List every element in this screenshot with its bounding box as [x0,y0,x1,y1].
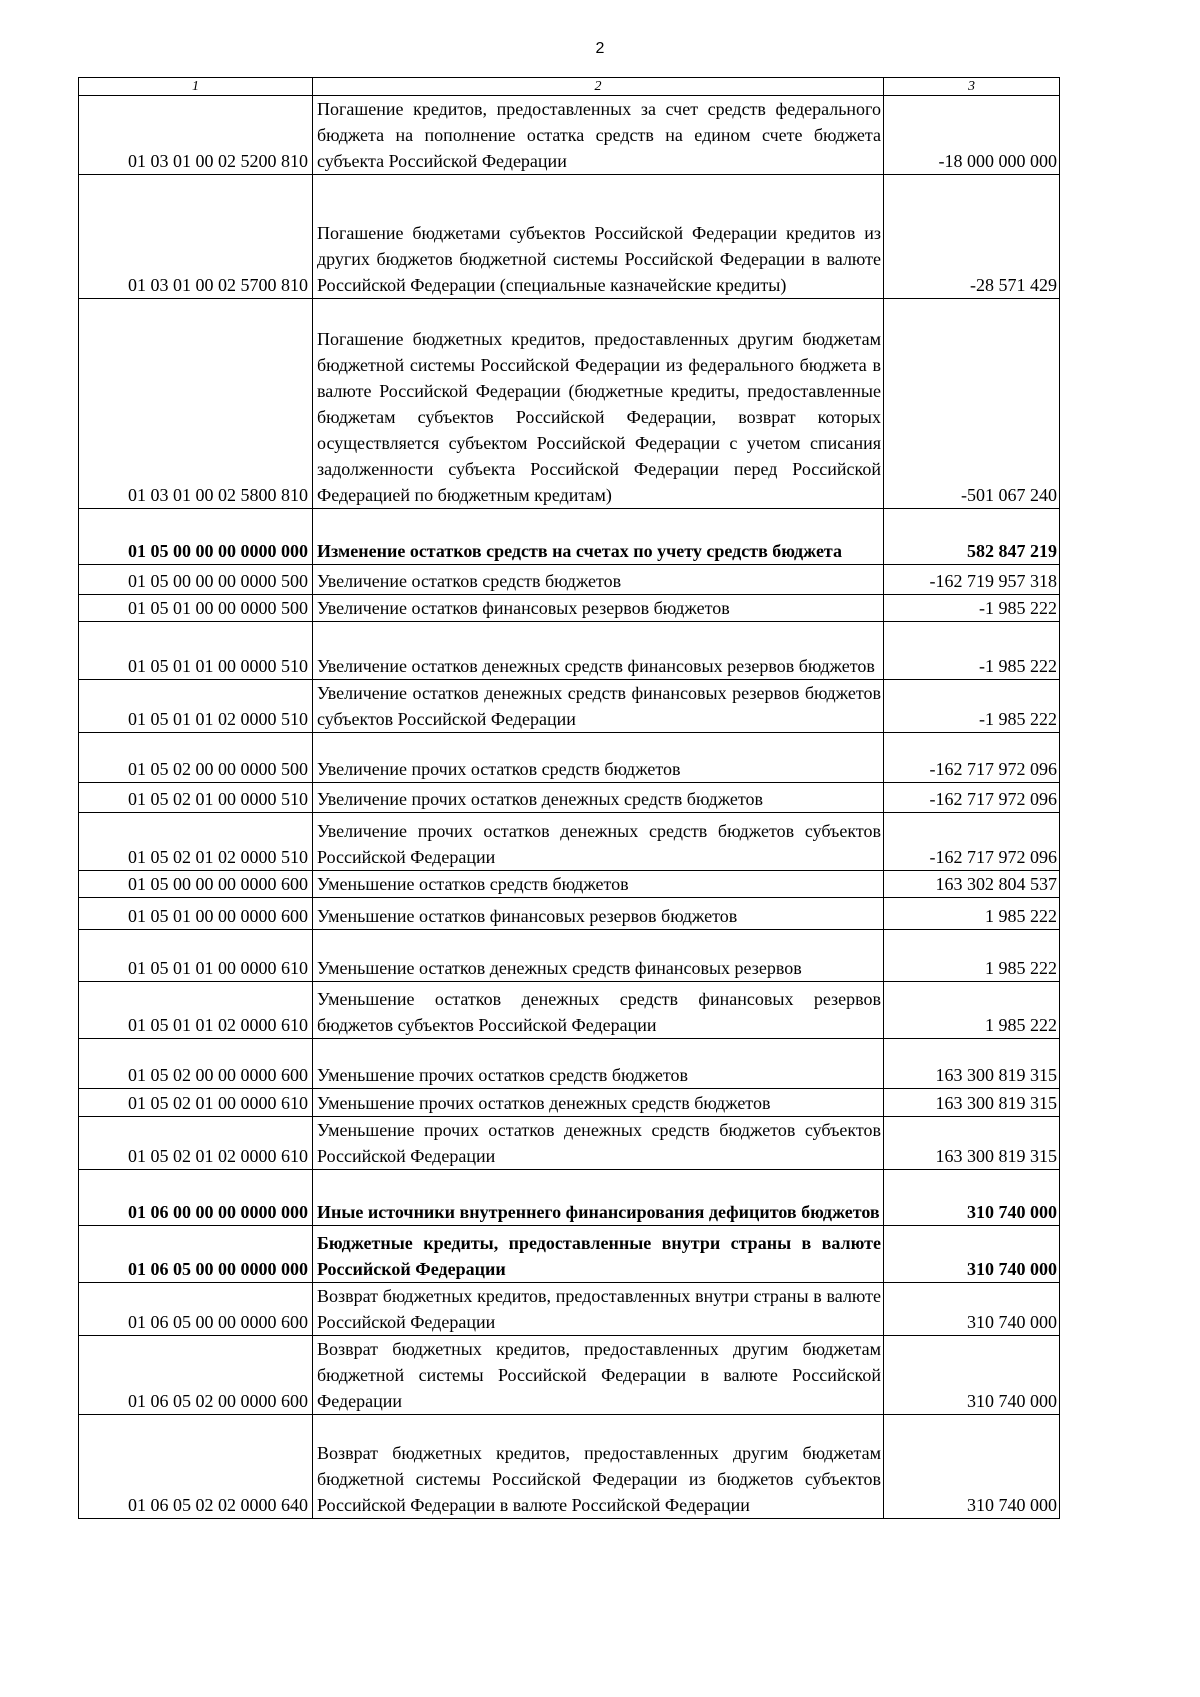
budget-code-cell: 01 05 00 00 00 0000 500 [79,565,313,595]
budget-code-cell: 01 05 02 01 02 0000 610 [79,1117,313,1170]
amount-cell: -162 719 957 318 [884,565,1060,595]
table-header-row [79,78,1060,96]
amount-cell: -1 985 222 [884,680,1060,733]
budget-code-cell: 01 03 01 00 02 5700 810 [79,175,313,299]
table-row [79,1283,1060,1336]
amount-cell: -1 985 222 [884,622,1060,680]
table-row [79,622,1060,680]
description-cell: Уменьшение остатков финансовых резервов бюджетов [313,898,884,930]
description-cell: Погашение бюджетных кредитов, предоставленных другим бюджетам бюджетной системы Российской Федерации из федерального бюджета в валюте Российской Федерации (бюджетные кредиты, предоставленные бюджетам субъектов Российской Федерации, возврат которых осуществляется субъектом Российской Федерации с учетом списания задолженности субъекта Российской Федерации перед Российской Федерацией по бюджетным кредитам) [313,299,884,509]
budget-code-cell: 01 03 01 00 02 5200 810 [79,96,313,175]
column-header-description: 2 [313,78,884,96]
table-row [79,733,1060,783]
description-cell: Уменьшение остатков денежных средств финансовых резервов бюджетов субъектов Российской Федерации [313,982,884,1039]
description-cell: Уменьшение прочих остатков средств бюджетов [313,1039,884,1089]
table-row [79,595,1060,622]
table-body [79,96,1060,1519]
amount-cell: 163 302 804 537 [884,871,1060,898]
table-row [79,175,1060,299]
amount-cell: -162 717 972 096 [884,783,1060,813]
budget-code-cell: 01 06 05 00 00 0000 000 [79,1226,313,1283]
description-cell: Увеличение остатков средств бюджетов [313,565,884,595]
table-row [79,813,1060,871]
description-cell: Иные источники внутреннего финансирования дефицитов бюджетов [313,1170,884,1226]
column-header-code: 1 [79,78,313,96]
table-row [79,299,1060,509]
description-cell: Погашение бюджетами субъектов Российской Федерации кредитов из других бюджетов бюджетной системы Российской Федерации в валюте Российской Федерации (специальные казначейские кредиты) [313,175,884,299]
budget-code-cell: 01 06 05 02 00 0000 600 [79,1336,313,1415]
budget-code-cell: 01 05 01 00 00 0000 500 [79,595,313,622]
description-cell: Уменьшение прочих остатков денежных средств бюджетов [313,1089,884,1117]
description-cell: Уменьшение остатков средств бюджетов [313,871,884,898]
table-row [79,565,1060,595]
page-number: 2 [595,40,605,57]
amount-cell: 1 985 222 [884,898,1060,930]
budget-code-cell: 01 05 02 01 00 0000 510 [79,783,313,813]
amount-cell: 1 985 222 [884,930,1060,982]
description-cell: Увеличение прочих остатков средств бюджетов [313,733,884,783]
description-cell: Возврат бюджетных кредитов, предоставленных другим бюджетам бюджетной системы Российской Федерации в валюте Российской Федерации [313,1336,884,1415]
amount-cell: 310 740 000 [884,1226,1060,1283]
budget-code-cell: 01 05 02 01 00 0000 610 [79,1089,313,1117]
amount-cell: -501 067 240 [884,299,1060,509]
table-row [79,1170,1060,1226]
table-row [79,982,1060,1039]
budget-code-cell: 01 05 00 00 00 0000 000 [79,509,313,565]
description-cell: Бюджетные кредиты, предоставленные внутри страны в валюте Российской Федерации [313,1226,884,1283]
table-row [79,1336,1060,1415]
description-cell: Увеличение остатков денежных средств финансовых резервов бюджетов [313,622,884,680]
table-row [79,509,1060,565]
budget-code-cell: 01 06 05 02 02 0000 640 [79,1415,313,1519]
amount-cell: -1 985 222 [884,595,1060,622]
budget-code-cell: 01 05 02 00 00 0000 500 [79,733,313,783]
table-row [79,1039,1060,1089]
budget-code-cell: 01 05 00 00 00 0000 600 [79,871,313,898]
amount-cell: 310 740 000 [884,1170,1060,1226]
budget-code-cell: 01 05 01 01 00 0000 610 [79,930,313,982]
amount-cell: 310 740 000 [884,1336,1060,1415]
description-cell: Погашение кредитов, предоставленных за счет средств федерального бюджета на пополнение остатка средств на едином счете бюджета субъекта Российской Федерации [313,96,884,175]
description-cell: Увеличение остатков финансовых резервов бюджетов [313,595,884,622]
budget-code-cell: 01 05 01 01 02 0000 610 [79,982,313,1039]
amount-cell: -162 717 972 096 [884,733,1060,783]
budget-sources-table [78,77,1060,1519]
table-row [79,1117,1060,1170]
budget-code-cell: 01 06 05 00 00 0000 600 [79,1283,313,1336]
table-row [79,680,1060,733]
amount-cell: 163 300 819 315 [884,1117,1060,1170]
table-row [79,783,1060,813]
budget-code-cell: 01 05 02 00 00 0000 600 [79,1039,313,1089]
amount-cell: -18 000 000 000 [884,96,1060,175]
budget-code-cell: 01 06 00 00 00 0000 000 [79,1170,313,1226]
budget-code-cell: 01 05 02 01 02 0000 510 [79,813,313,871]
amount-cell: 582 847 219 [884,509,1060,565]
description-cell: Увеличение прочих остатков денежных средств бюджетов [313,783,884,813]
amount-cell: 163 300 819 315 [884,1039,1060,1089]
amount-cell: 310 740 000 [884,1283,1060,1336]
amount-cell: 1 985 222 [884,982,1060,1039]
table-row [79,871,1060,898]
description-cell: Увеличение остатков денежных средств финансовых резервов бюджетов субъектов Российской Федерации [313,680,884,733]
amount-cell: -162 717 972 096 [884,813,1060,871]
description-cell: Возврат бюджетных кредитов, предоставленных внутри страны в валюте Российской Федерации [313,1283,884,1336]
table-row [79,1415,1060,1519]
amount-cell: -28 571 429 [884,175,1060,299]
description-cell: Возврат бюджетных кредитов, предоставленных другим бюджетам бюджетной системы Российской Федерации из бюджетов субъектов Российской Федерации в валюте Российской Федерации [313,1415,884,1519]
description-cell: Уменьшение остатков денежных средств финансовых резервов [313,930,884,982]
table-row [79,1226,1060,1283]
budget-code-cell: 01 05 01 00 00 0000 600 [79,898,313,930]
column-header-amount: 3 [884,78,1060,96]
budget-code-cell: 01 05 01 01 00 0000 510 [79,622,313,680]
description-cell: Увеличение прочих остатков денежных средств бюджетов субъектов Российской Федерации [313,813,884,871]
table-row [79,930,1060,982]
table-row [79,96,1060,175]
amount-cell: 163 300 819 315 [884,1089,1060,1117]
table-row [79,898,1060,930]
budget-code-cell: 01 05 01 01 02 0000 510 [79,680,313,733]
budget-code-cell: 01 03 01 00 02 5800 810 [79,299,313,509]
description-cell: Изменение остатков средств на счетах по учету средств бюджета [313,509,884,565]
description-cell: Уменьшение прочих остатков денежных средств бюджетов субъектов Российской Федерации [313,1117,884,1170]
amount-cell: 310 740 000 [884,1415,1060,1519]
table-row [79,1089,1060,1117]
